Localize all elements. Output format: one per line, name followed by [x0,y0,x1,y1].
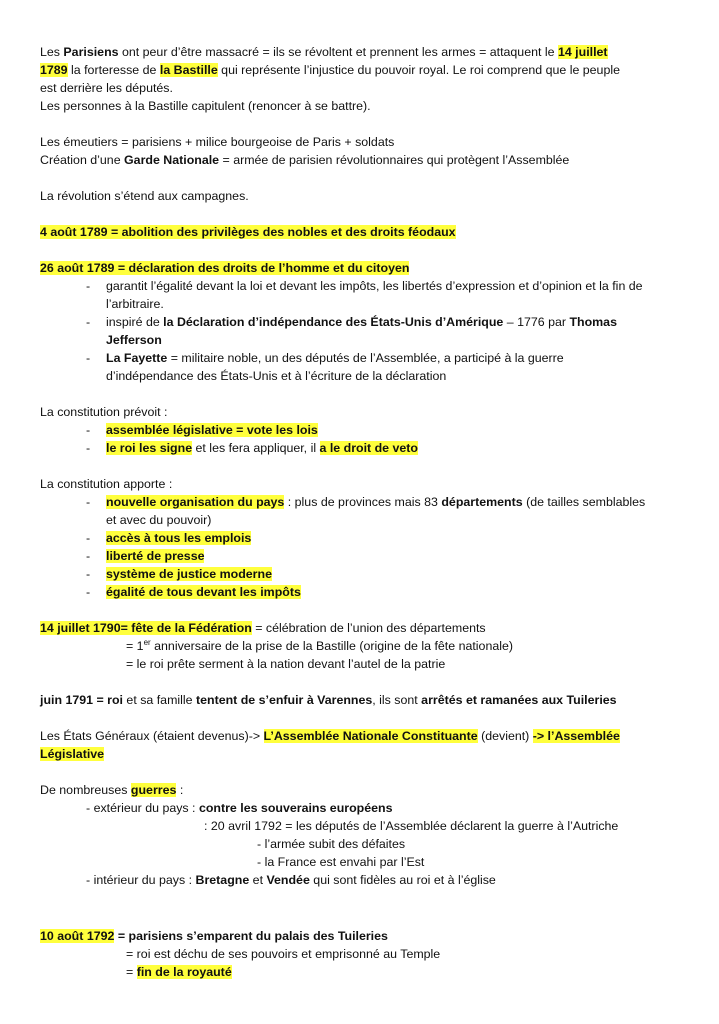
apporte-bullet-1: - nouvelle organisation du pays : plus de provinces mais 83 départements (de tailles semblables [86,495,646,509]
etats-generaux: Les États Généraux (étaient devenus)-> L’Assemblée Nationale Constituante (devient) -> l’Assemblée [40,729,620,743]
constitution-apporte-title: La constitution apporte : [40,477,173,491]
aout-1792-roi-dechu: = roi est déchu de ses pouvoirs et emprisonné au Temple [126,947,441,961]
para-bastille-line-2: 1789 la forteresse de la Bastille qui représente l’injustice du pouvoir royal. Le roi comprend que le peuple [40,63,620,77]
para-garde-nationale: Création d’une Garde Nationale = armée de parisien révolutionnaires qui protègent l’Assemblée [40,153,570,167]
apporte-bullet-4: - système de justice moderne [86,567,272,581]
prevoit-bullet-2: - le roi les signe et les fera appliquer, il a le droit de veto [86,441,418,455]
guerres-defaites: - l’armée subit des défaites [257,837,406,851]
la-bastille: la Bastille [159,63,218,77]
guerres-interieur: - intérieur du pays : Bretagne et Vendée qui sont fidèles au roi et à l’église [86,873,496,887]
aout-1792-fin-royaute: = fin de la royauté [126,965,232,979]
decl-bullet-2: - inspiré de la Déclaration d’indépendance des États-Unis d’Amérique – 1776 par Thomas [86,315,617,329]
decl-bullet-1: - garantit l’égalité devant la loi et devant les impôts, les libertés d’expression et d’opinion et la fin de l’arbitraire. [86,279,643,311]
decl-bullet-3: - La Fayette = militaire noble, un des députés de l’Assemblée, a participé à la guerre [86,351,564,365]
decl-bullet-2-cont: Jefferson [106,333,162,347]
para-emeutiers: Les émeutiers = parisiens + milice bourgeoise de Paris + soldats [40,135,395,149]
prevoit-bullet-1: - assemblée législative = vote les lois [86,423,318,437]
apporte-bullet-3: - liberté de presse [86,549,205,563]
para-campagnes: La révolution s’étend aux campagnes. [40,189,249,203]
document-page [40,43,690,981]
apporte-bullet-2: - accès à tous les emplois [86,531,252,545]
guerres-title: De nombreuses guerres : [40,783,184,797]
para-bastille-line-3: est derrière les députés. [40,81,173,95]
fete-federation-anniv: = 1er anniversaire de la prise de la Bastille (origine de la fête nationale) [126,637,513,653]
guerres-autriche: : 20 avril 1792 = les députés de l’Assemblée déclarent la guerre à l’Autriche [204,819,619,833]
para-bastille-line-1: Les Parisiens ont peur d’être massacré = ils se révoltent et prennent les armes = attaquent le 14 juillet [40,45,608,59]
etats-generaux-cont: Législative [40,747,105,761]
apporte-bullet-5: - égalité de tous devant les impôts [86,585,301,599]
date-14-juillet: 14 juillet [557,45,608,59]
guerres-exterieur: - extérieur du pays : contre les souverains européens [86,801,393,815]
heading-4-aout: 4 août 1789 = abolition des privilèges des nobles et des droits féodaux [40,225,456,239]
constitution-prevoit-title: La constitution prévoit : [40,405,168,419]
apporte-bullet-1-cont: et avec du pouvoir) [106,513,212,527]
fete-federation: 14 juillet 1790= fête de la Fédération = célébration de l’union des départements [40,621,486,635]
para-capitulation: Les personnes à la Bastille capitulent (renoncer à se battre). [40,99,371,113]
heading-26-aout: 26 août 1789 = déclaration des droits de l’homme et du citoyen [40,261,410,275]
varennes: juin 1791 = roi et sa famille tentent de s’enfuir à Varennes, ils sont arrêtés et ramanées aux Tuileries [40,693,617,707]
aout-1792: 10 août 1792 = parisiens s’emparent du palais des Tuileries [40,929,388,943]
decl-bullet-3-cont: d’indépendance des États-Unis et à l’écriture de la déclaration [106,369,447,383]
fete-federation-serment: = le roi prête serment à la nation devant l’autel de la patrie [126,657,446,671]
guerres-invasion: - la France est envahi par l’Est [257,855,425,869]
